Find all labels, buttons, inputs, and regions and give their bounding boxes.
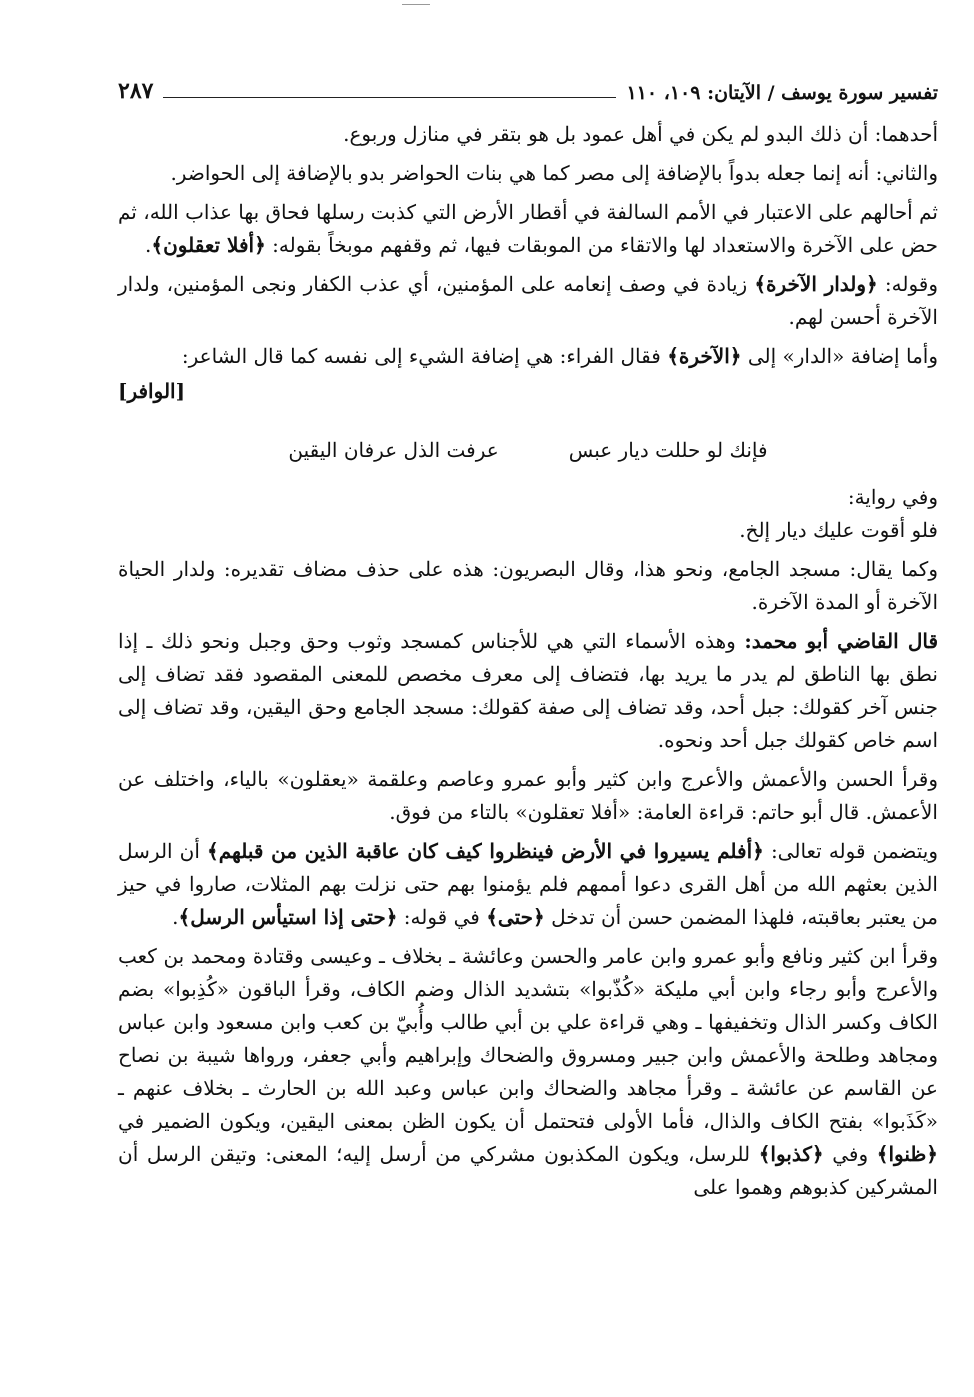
page-number: ٢٨٧ (118, 78, 154, 104)
poetry-verse (118, 434, 938, 467)
paragraph-2: والثاني: أنه إنما جعله بدواً بالإضافة إلى مصر كما هي بنات الحواضر بدو بالإضافة إلى الحواضر. (170, 161, 938, 185)
paragraph-10 (118, 835, 938, 934)
page-header (118, 74, 938, 104)
paragraph-6b: فلو أقوت عليك ديار إلخ. (739, 518, 938, 542)
header-rule (163, 97, 616, 98)
paragraph-10-mid2: في قوله: (403, 905, 480, 929)
paragraph-10-pre: ويتضمن قوله تعالى: (770, 839, 938, 863)
paragraph-10-end: . (172, 905, 179, 929)
poetic-meter-label: [الوافر] (118, 379, 186, 403)
paragraph-5-post: فقال الفراء: هي إضافة الشيء إلى نفسه كما قال الشاعر: (181, 344, 661, 368)
paragraph-4-pre: وقوله: (884, 272, 938, 296)
quran-quote: ﴿حتى﴾ (486, 905, 545, 929)
paragraph-11-end: للرسل، ويكون المكذبون مشركي من أرسل إليه؛ المعنى: وتيقن الرسل أن المشركين كذبوهم وهموا على (118, 1142, 938, 1199)
verse-second-hemistich: عرفت الذل عرفان اليقين (288, 438, 499, 462)
paragraph-3-end: . (145, 233, 152, 257)
paragraph-9: وقرأ الحسن والأعمش والأعرج وابن كثير وأبو عمرو وعاصم وعلقمة «يعقلون» بالياء، واختلف عن الأعمش. قال أبو حاتم: قراءة العامة: «أفلا تعقلون» بالتاء من فوق. (118, 767, 938, 824)
paragraph-6a: وفي رواية: (847, 485, 938, 509)
paragraph-11-mid: وفي (832, 1142, 869, 1166)
paragraph-8-text: وهذه الأسماء التي هي للأجناس كمسجد وثوب وحق وجبل ونحو ذلك ـ إذا نطق بها الناطق لم يدر ما يريد بها، فتضاف إلى معرف مخصص للمعنى المقصود فقد تضاف إلى جنس آخر كقولك: جبل أحد، وقد تضاف إلى صفة كقولك: مسجد الجامع وحق اليقين، وقد تضاف إلى اسم خاص كقولك جبل أحد ونحوه. (118, 629, 938, 752)
paragraph-10-mid: أن الرسل الذين بعثهم الله من أهل القرى دعوا أممهم فلم يؤمنوا بهم حتى نزلت بهم المثلات، صاروا في حيز من يعتبر بعاقبته، فلهذا المضمن حسن أن تدخل (118, 839, 938, 929)
body-text (118, 118, 938, 1210)
quran-quote: ﴿ظنوا﴾ (876, 1142, 939, 1166)
quran-quote: ﴿أفلا تعقلون﴾ (151, 233, 266, 257)
paragraph-11-text: وقرأ ابن كثير ونافع وأبو عمرو وابن عامر والحسن وعائشة ـ بخلاف ـ وعيسى وقتادة ومحمد بن كعب والأعرج وأبو رجاء وابن أبي مليكة «كُذّبوا» بتشديد الذال وضم الكاف، وقرأ الباقون «كُذِبوا» بضم الكاف وكسر الذال وتخفيفها ـ وهي قراءة علي بن أبي طالب وأُبيّ بن كعب وابن مسعود وابن عباس ومجاهد وطلحة والأعمش وابن جبير ومسروق والضحاك وإبراهيم وأبي جعفر، ورواها شيبة بن نصاح عن القاسم عن عائشة ـ وقرأ مجاهد والضحاك وابن عباس وعبد الله بن الحارث ـ بخلاف عنهم ـ «كَذَبوا» بفتح الكاف والذال، فأما الأولى فتحتمل أن يكون الظن بمعنى اليقين، ويكون الضمير في (118, 944, 938, 1133)
quran-quote: ﴿كذبوا﴾ (758, 1142, 824, 1166)
paragraph-8 (118, 625, 938, 757)
top-edge-mark (402, 4, 430, 5)
author-label: قال القاضي أبو محمد: (744, 629, 939, 653)
paragraph-1: أحدهما: أن ذلك البدو لم يكن في أهل عمود بل هو بتقر في منازل وربوع. (343, 122, 938, 146)
paragraph-11 (118, 940, 938, 1204)
quran-quote: ﴿ولدار الآخرة﴾ (754, 272, 878, 296)
running-head: تفسير سورة يوسف / الآيتان: ١٠٩، ١١٠ (626, 82, 938, 104)
quran-quote: ﴿حتى إذا استيأس الرسل﴾ (178, 905, 398, 929)
paragraph-7: وكما يقال: مسجد الجامع، ونحو هذا، وقال البصريون: هذه على حذف مضاف تقديره: ولدار الحياة الآخرة أو المدة الآخرة. (118, 557, 938, 614)
paragraph-3 (118, 196, 938, 262)
verse-first-hemistich: فإنك لو حللت ديار عبس (568, 438, 768, 462)
paragraph-4 (118, 268, 938, 334)
paragraph-5-pre: وأما إضافة «الدار» إلى (747, 344, 938, 368)
paragraph-5 (118, 340, 938, 373)
paragraph-3-text: ثم أحالهم على الاعتبار في الأمم السالفة في أقطار الأرض التي كذبت رسلها فحاق بها عذاب الله، ثم حض على الآخرة والاستعداد لها والاتقاء من الموبقات فيها، ثم وقفهم موبخاً بقوله: (118, 200, 938, 257)
paragraph-4-post: زيادة في وصف إنعامه على المؤمنين، أي عذب الكفار ونجى المؤمنين، ولدار الآخرة أحسن لهم. (118, 272, 938, 329)
quran-quote: ﴿أفلم يسيروا في الأرض فينظروا كيف كان عاقبة الذين من قبلهم﴾ (207, 839, 764, 863)
quran-quote: ﴿الآخرة﴾ (667, 344, 742, 368)
